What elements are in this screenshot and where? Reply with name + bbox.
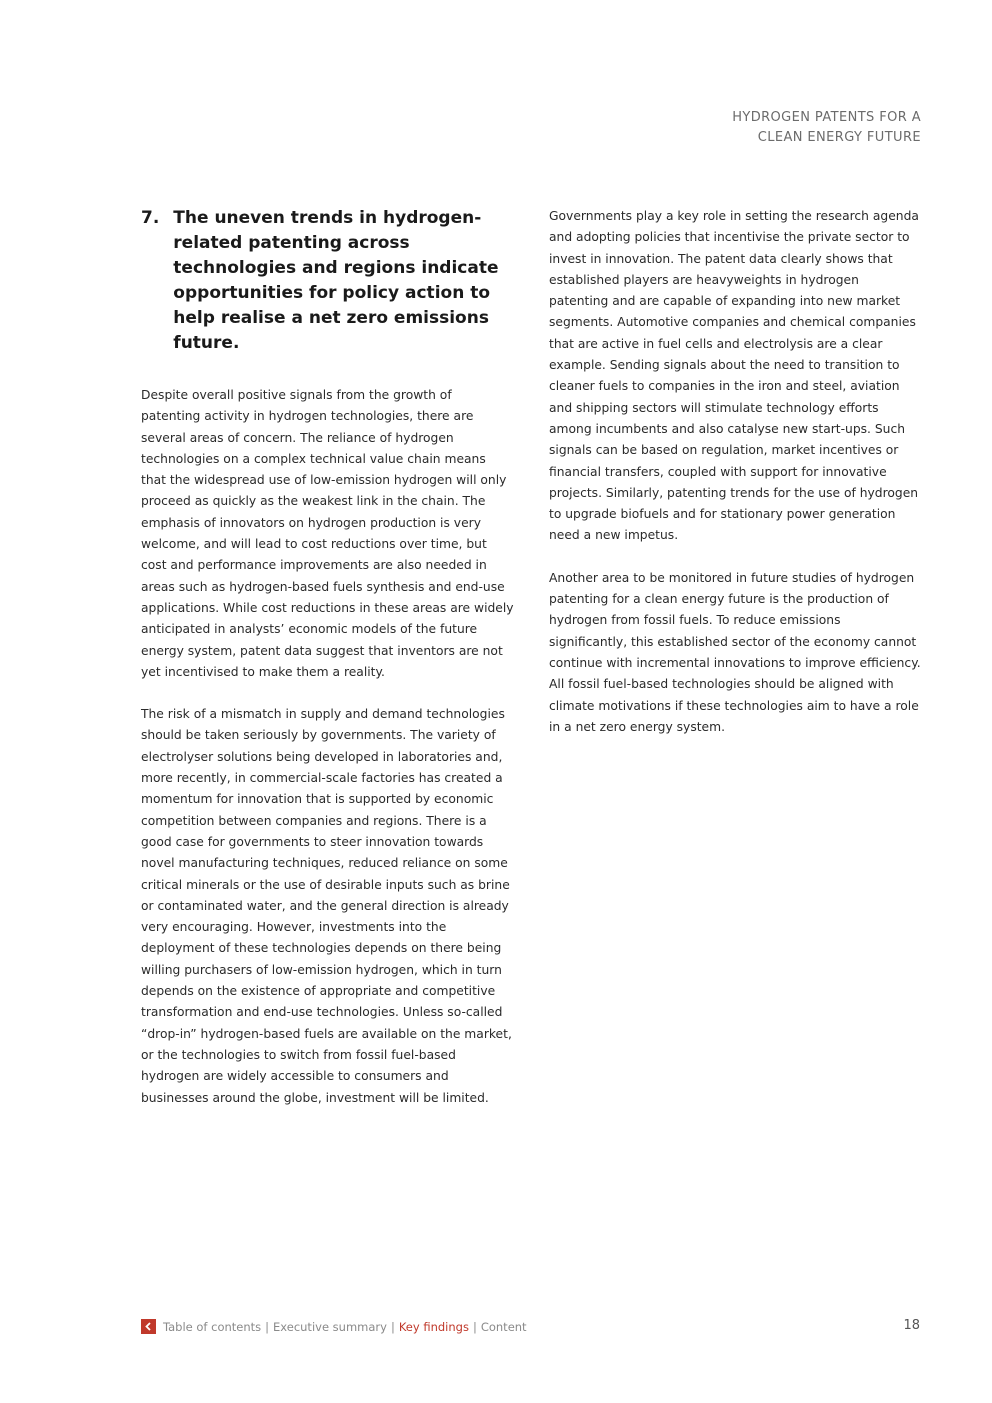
running-header-line-1: HYDROGEN PATENTS FOR A — [732, 110, 921, 125]
nav-link-executive-summary[interactable]: Executive summary — [273, 1319, 387, 1334]
body-paragraph: The risk of a mismatch in supply and demand technologies should be taken seriously by governments. The variety of electrolyser solutions being developed in laboratories and, more recently, in commercial-scale factories has created a momentum for innovation that is supported by economic competition between companies and regions. There is a good case for governments to steer innovation towards novel manufacturing techniques, reduced reliance on some critical minerals or the use of desirable inputs such as brine or contaminated water, and the general direction is already very encouraging. However, investments into the deployment of these technologies depends on there being willing purchasers of low-emission hydrogen, which in turn depends on the existence of appropriate and competitive transformation and end-use technologies. Unless so-called “drop-in” hydrogen-based fuels are available on the market, or the technologies to switch from fossil fuel-based hydrogen are widely accessible to consumers and businesses around the globe, investment will be limited. — [141, 707, 512, 1105]
nav-link-table-of-contents[interactable]: Table of contents — [163, 1319, 262, 1334]
left-column — [141, 206, 514, 1130]
finding-number: 7. — [141, 208, 160, 228]
nav-link-key-findings[interactable]: Key findings — [398, 1319, 469, 1334]
nav-separator: | — [390, 1319, 395, 1334]
right-column — [549, 206, 921, 759]
nav-link-content[interactable]: Content — [480, 1319, 527, 1334]
nav-separator: | — [472, 1319, 477, 1334]
body-paragraph: Despite overall positive signals from the growth of patenting activity in hydrogen technologies, there are several areas of concern. The reliance of hydrogen technologies on a complex technical value chain means that the widespread use of low-emission hydrogen will only proceed as quickly as the weakest link in the chain. The emphasis of innovators on hydrogen production is very welcome, and will lead to cost reductions over time, but cost and performance improvements are also needed in areas such as hydrogen-based fuels synthesis and end-use applications. While cost reductions in these areas are widely anticipated in analysts’ economic models of the future energy system, patent data suggest that inventors are not yet incentivised to make them a reality. — [141, 388, 514, 679]
running-header-line-2: CLEAN ENERGY FUTURE — [757, 130, 921, 145]
back-button[interactable] — [141, 1319, 156, 1334]
finding-heading — [141, 206, 514, 356]
body-paragraph: Another area to be monitored in future studies of hydrogen patenting for a clean energy future is the production of hydrogen from fossil fuels. To reduce emissions significantly, this established sector of the economy cannot continue with incremental innovations to improve efficiency. All fossil fuel-based technologies should be aligned with climate motivations if these technologies aim to have a role in a net zero energy system. — [549, 570, 921, 734]
body-paragraph: Governments play a key role in setting the research agenda and adopting policies that incentivise the private sector to invest in innovation. The patent data clearly shows that established players are heavyweights in hydrogen patenting and are capable of expanding into new market segments. Automotive companies and chemical companies that are active in fuel cells and electrolysis are a clear example. Sending signals about the need to transition to cleaner fuels to companies in the iron and steel, aviation and shipping sectors will stimulate technology efforts among incumbents and also catalyse new start-ups. Such signals can be based on regulation, market incentives or financial transfers, coupled with support for innovative projects. Similarly, patenting trends for the use of hydrogen to upgrade biofuels and for stationary power generation need a new impetus. — [549, 209, 919, 543]
page-number: 18 — [903, 1318, 920, 1333]
nav-separator: | — [265, 1319, 270, 1334]
chevron-left-icon — [144, 1322, 153, 1331]
running-header — [732, 108, 921, 148]
footer-navigation — [141, 1319, 527, 1334]
finding-title: The uneven trends in hydrogen-related patenting across technologies and regions indicate opportunities for policy action to help realise a net zero emissions future. — [173, 208, 499, 353]
